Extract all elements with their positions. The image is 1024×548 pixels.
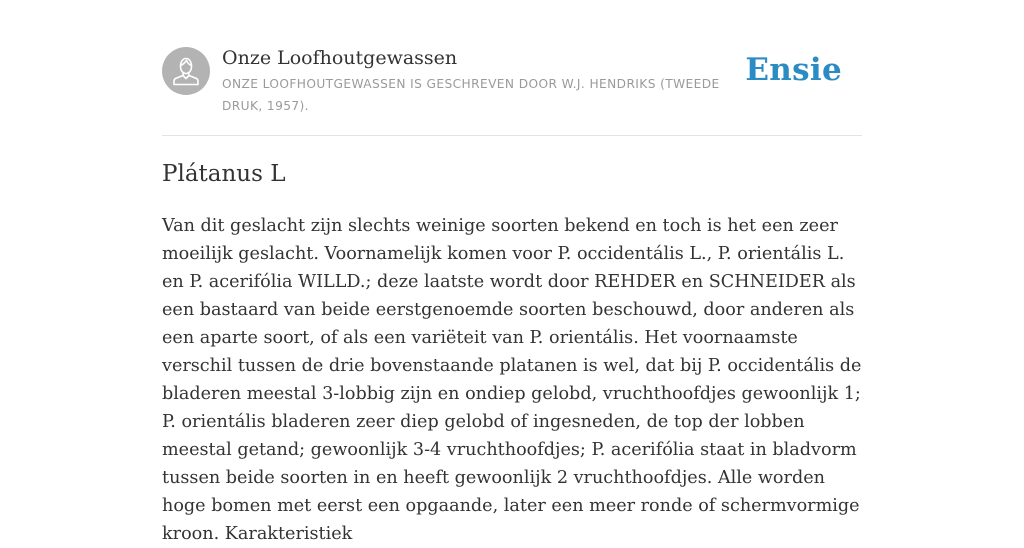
source-header: [162, 46, 862, 136]
source-description: ONZE LOOFHOUTGEWASSEN IS GESCHREVEN DOOR W.J. HENDRIKS (TWEEDE DRUK, 1957).: [222, 77, 720, 113]
user-silhouette-icon[interactable]: [162, 47, 210, 95]
entry-body: Van dit geslacht zijn slechts weinige soorten bekend en toch is het een zeer moeilijk geslacht. Voornamelijk komen voor P. occidentális L., P. orientális L. en P. acerifólia WILLD.; deze laatste wordt door REHDER en SCHNEIDER als een bastaard van beide eerstgenoemde soorten beschouwd, door anderen als een aparte soort, of als een variëteit van P. orientális. Het voornaamste verschil tussen de drie bovenstaande platanen is wel, dat bij P. occidentális de bladeren meestal 3-lobbig zijn en ondiep gelobd, vruchthoofdjes gewoonlijk 1; P. orientális bladeren zeer diep gelobd of ingesneden, de top der lobben meestal getand; gewoonlijk 3-4 vruchthoofdjes; P. acerifólia staat in bladvorm tussen beide soorten in en heeft gewoonlijk 2 vruchthoofdjes. Alle worden hoge bomen met eerst een opgaande, later een meer ronde of schermvormige kroon. Karakteristiek: [162, 216, 862, 544]
entry-title: Plátanus L: [162, 161, 286, 187]
source-title[interactable]: Onze Loofhoutgewassen: [222, 47, 458, 69]
ensie-logo[interactable]: Ensie: [745, 52, 842, 88]
